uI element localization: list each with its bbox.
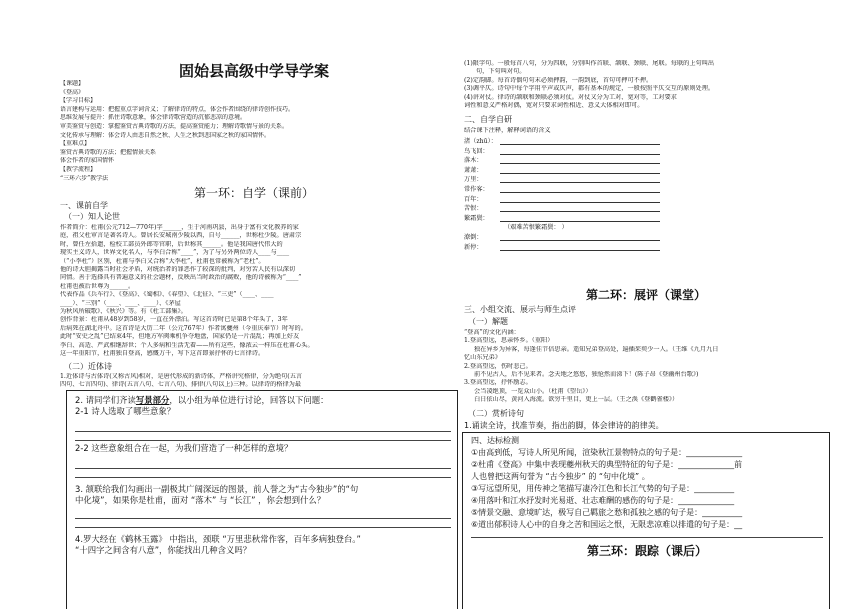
modern-poetry-block: [60, 373, 448, 390]
modern-poetry-heading: （二）近体诗: [64, 362, 112, 371]
bio-line: 这一年重阳节，杜甫独自登高，感慨万千，写下这首即景抒怀的七言律诗。: [60, 350, 265, 358]
assessment-item: 人也曾把这两句誉为 “古今独步” 的 “句中化境” 。: [471, 472, 650, 481]
self-research-heading: 二、自学自研: [464, 115, 512, 124]
culture-line: 2.登高望远，伤时悲己。: [464, 362, 532, 370]
process-label: 【教学流程】: [60, 165, 97, 173]
bio-line: 同情。善于选择具有普遍意义的社会题材，反映出当时政治的腐败，他的诗被称为“____”: [60, 274, 302, 282]
key-point-line: 鉴赏古典诗歌的方法；把握情景关系: [60, 148, 157, 156]
scenery-part-emphasis: 写景部分: [135, 395, 170, 405]
answer-line[interactable]: [75, 519, 451, 528]
bio-line: 现实主义诗人，世界文化名人，与李白合称“____”，为了与另外两位诗人____与____: [60, 249, 290, 257]
glossary-row: 新停：: [464, 243, 828, 253]
objective-line: 语言建构与运用：把握重点字词含义；了解律诗的特点，体会作者围绕的律诗创作技巧。: [60, 105, 295, 113]
assessment-box: [462, 432, 830, 609]
glossary-blank[interactable]: [500, 156, 660, 164]
rule-line: (3)调平仄。诗句中每个字用平声或仄声，都有基本的规定，一般按照平仄交互的原则处理。: [464, 85, 715, 93]
bio-line: 此时“安史之乱”已结束4年，但地方军阀乘机争夺地盘，国家仍是一片混乱；再加上好友: [60, 333, 300, 341]
title-explanation-heading: （一）解题: [468, 317, 508, 326]
glossary-note: （艰难苦恨繁霜鬓： ）: [504, 224, 568, 232]
culture-line: 白日依山尽，黄河入海流。欲穷千里目，更上一层。（王之涣《登鹳雀楼》）: [474, 396, 679, 404]
culture-line: 会当凌绝顶，一览众山小。（杜甫《望岳》）: [474, 387, 592, 395]
glossary-row: 苦恨：: [464, 204, 828, 214]
appreciation-heading: （二）赏析诗句: [468, 409, 524, 418]
rule-line: (2)定韵脚。每首诗偶句句末必须押韵，一韵到底，首句可押可不押。: [464, 76, 653, 84]
bio-line: 庭，祖父杜审言是著名诗人。曾居长安城南少陵以西，自号______，世称杜少陵。唐肃宗: [60, 232, 302, 240]
poetry-line: 1.近体诗与古体诗(又称古风)相对，是唐代形成的新诗体，严格讲究格律，分为绝句(五言: [60, 373, 303, 380]
author-bio-block: [60, 224, 448, 359]
culture-line: 独在异乡为异客，每逢佳节倍思亲。遥知兄弟登高处，遍插茱萸少一人。（王维《九月九日: [474, 345, 719, 353]
answer-line[interactable]: [75, 506, 451, 519]
glossary-row: 萧萧：: [464, 166, 828, 176]
appreciation-line: 1.诵读全诗，找准节奏，指出韵脚，体会律诗的韵律美。: [464, 421, 664, 430]
glossary-row: 鸟飞回：: [464, 147, 828, 157]
answer-line[interactable]: [75, 417, 451, 432]
question-2-1: 2-1 诗人选取了哪些意象？: [75, 406, 176, 416]
assessment-item: ⑤情景交融、意境旷达，极写自己羁旅之愁和孤独之感的句子是：__________: [471, 508, 743, 517]
assessment-item: ②杜甫《登高》中集中表现夔州秋天的典型特征的句子是：______________前: [471, 460, 743, 469]
glossary-blank[interactable]: [500, 195, 660, 203]
rule-line: 句，下句叫对句。: [476, 68, 526, 76]
section-presentation-title: 第二环：展评（课堂）: [585, 288, 706, 302]
pre-class-heading: 一、课前自学: [60, 201, 108, 210]
bio-line: 作者简介：杜甫(公元712—770年)字______，生于河南巩县，出身于富有文化教养的家: [60, 224, 299, 231]
question-4-line-2: “十四字之间含有八意”，你能找出几种含义吗？: [75, 545, 252, 555]
regulated-verse-rules: [464, 60, 828, 110]
question-3-line-1: 3. 颔联给我们勾画出一副极其广阔深远的图景，前人誉之为“古今独步”的“句: [75, 484, 359, 494]
glossary-row: 落木：: [464, 156, 828, 166]
glossary-blank[interactable]: [500, 233, 660, 241]
question-2: 2. 请同学们齐读写景部分，以小组为单位进行讨论，回答以下问题：: [75, 395, 329, 405]
culture-line: 1.登高望远，思亲怀乡。（重阳）: [464, 337, 554, 345]
glossary-list: [464, 137, 828, 252]
culture-line: 忆山东兄弟》: [464, 354, 502, 362]
bio-line: 为秋风所破歌》、《秋兴》等。有《杜工部集》。: [60, 308, 187, 316]
glossary-blank[interactable]: [500, 166, 660, 174]
question-3-line-2: 中化境”，如果你是杜甫，面对 “落木” 与 “长江” ，你会想到什么？: [75, 495, 326, 505]
assessment-item: ①由高到低，写诗人所见所闻，渲染秋江景物特点的句子是：______________: [471, 448, 743, 457]
key-points-label: 【重难点】: [60, 140, 91, 148]
glossary-blank[interactable]: [500, 175, 660, 183]
climbing-culture-block: [464, 329, 828, 405]
assessment-item: ⑥道出郁积诗人心中的自身之苦和国运之恨，无限悲凉难以排遣的句子是：__: [471, 520, 743, 529]
rule-line: 词性和意义严格对偶，宽对只要求词性相近、意义大体相对即可。: [464, 102, 644, 110]
bio-line: ____）、“三别”（____、____、____）、《茅屋: [60, 299, 181, 307]
top-info-block: [60, 80, 448, 183]
bio-line: 后病死在湖北舟中。这首诗是大历二年（公元767年）作者寓夔州（今重庆奉节）时写的。: [60, 324, 307, 332]
question-4-line-1: 4.罗大经在《鹤林玉露》 中指出，颈联 “万里悲秋常作客，百年多病独登台。”: [75, 534, 361, 544]
assessment-heading: 四、达标检测: [471, 436, 519, 445]
bio-line: 创作背景：杜甫从48岁到58岁，一直在外漂泊。写这首诗时已是第8个年头了，3年: [60, 316, 288, 324]
glossary-blank[interactable]: [500, 243, 660, 251]
bio-line: 他的诗大胆揭露当时社会矛盾，对统治者的罪恶作了较深的批判，对穷苦人民有以深切: [60, 266, 296, 274]
poetry-line: 四句、七言四句)、律诗(五言八句、七言八句)、排律(八句以上)三种。以律诗的格律为最: [60, 381, 302, 389]
culture-line: 前不见古人，后不见来者。念天地之悠悠，独怆然而涕下！(陈子昂《登幽州台歌》): [474, 371, 699, 379]
glossary-row: 百年：: [464, 195, 828, 205]
document-title: 固始县高级中学导学案: [178, 62, 329, 80]
bio-line: 李白、高适、严武相继辞世；个人多病和生活无着——所有这些，像浓云一样压在杜甫心头。: [60, 341, 314, 349]
section-self-study-title: 第一环：自学（课前）: [193, 186, 314, 200]
glossary-row: 万里：: [464, 175, 828, 185]
question-2-2: 2-2 这些意象组合在一起，为我们营造了一种怎样的意境？: [75, 443, 293, 453]
glossary-blank[interactable]: [500, 147, 660, 155]
culture-line: “登高”的文化内涵：: [464, 329, 520, 336]
self-research-note: 结合课下注释，解释词语的含义: [464, 127, 551, 134]
glossary-blank[interactable]: [500, 137, 660, 145]
rule-line: (1)限字句。一般每首八句，分为四联，分别叫作首联、颔联、颈联、尾联。每联的上句叫出: [464, 60, 715, 67]
answer-line[interactable]: [471, 531, 823, 538]
author-background-heading: （一）知人论世: [64, 212, 120, 221]
glossary-blank[interactable]: [500, 204, 660, 212]
glossary-blank[interactable]: [500, 185, 660, 193]
bio-line: （“小李杜”）区别，杜甫与李白又合称“大李杜”，杜甫也常被称为“老杜”。: [60, 257, 265, 265]
discussion-questions-box: [66, 390, 458, 609]
glossary-row: 潦倒：: [464, 233, 828, 243]
assessment-item: ③写远望所见，用传神之笔描写凄冷江色和长江气势的句子是：__________: [471, 484, 735, 493]
rule-line: (4)讲对仗。律诗的颔联和颈联必须对仗。对仗又分为工对、宽对等，工对要求: [464, 93, 677, 101]
glossary-row: 繁霜鬓：: [464, 214, 828, 224]
objective-line: 思维发展与提升：抓住诗歌意象，体会律诗歌营造的沉郁悲凉的意境。: [60, 114, 247, 122]
course-label: 【课题】: [60, 80, 85, 87]
glossary-blank[interactable]: [500, 214, 660, 222]
bio-line: 代表作品《兵车行》、《登高》、《蜀相》、《春望》、《北征》、“三吏”（____、____: [60, 291, 274, 299]
course-title: 《登高》: [60, 88, 85, 96]
answer-line[interactable]: [75, 432, 451, 441]
objectives-label: 【学习目标】: [60, 97, 97, 105]
objective-line: 文化传承与理解：体会诗人由悲自然之秋、人生之秋到悲国家之秋的家国情怀。: [60, 131, 271, 139]
assessment-item: ④用落叶和江水抒发时光易逝、壮志难酬的感伤的句子是：______________: [471, 496, 735, 505]
answer-line[interactable]: [75, 469, 451, 478]
bio-line: 杜甫也被后世尊为______。: [60, 282, 135, 290]
culture-line: 3.登高望远，抒怀励志。: [464, 379, 532, 387]
process-line: “三环六步”教学法: [60, 174, 109, 182]
glossary-row: 常作客：: [464, 185, 828, 195]
key-point-line: 体会作者的家国情怀: [60, 157, 115, 165]
bio-line: 时，曾任左拾遗，检校工部员外郎等官职，后世称其______。他是我国唐代伟大的: [60, 240, 283, 248]
group-exchange-heading: 三、小组交流、展示与师生点评: [464, 305, 576, 314]
answer-line[interactable]: [75, 454, 451, 469]
glossary-row: 渚（zhū）：: [464, 137, 828, 147]
objective-line: 审美鉴赏与创造：掌握鉴赏古典诗歌的方法，提高鉴赏能力；理解诗歌情与景的关系。: [60, 122, 289, 130]
section-follow-up-title: 第三环：跟踪（课后）: [586, 544, 707, 558]
